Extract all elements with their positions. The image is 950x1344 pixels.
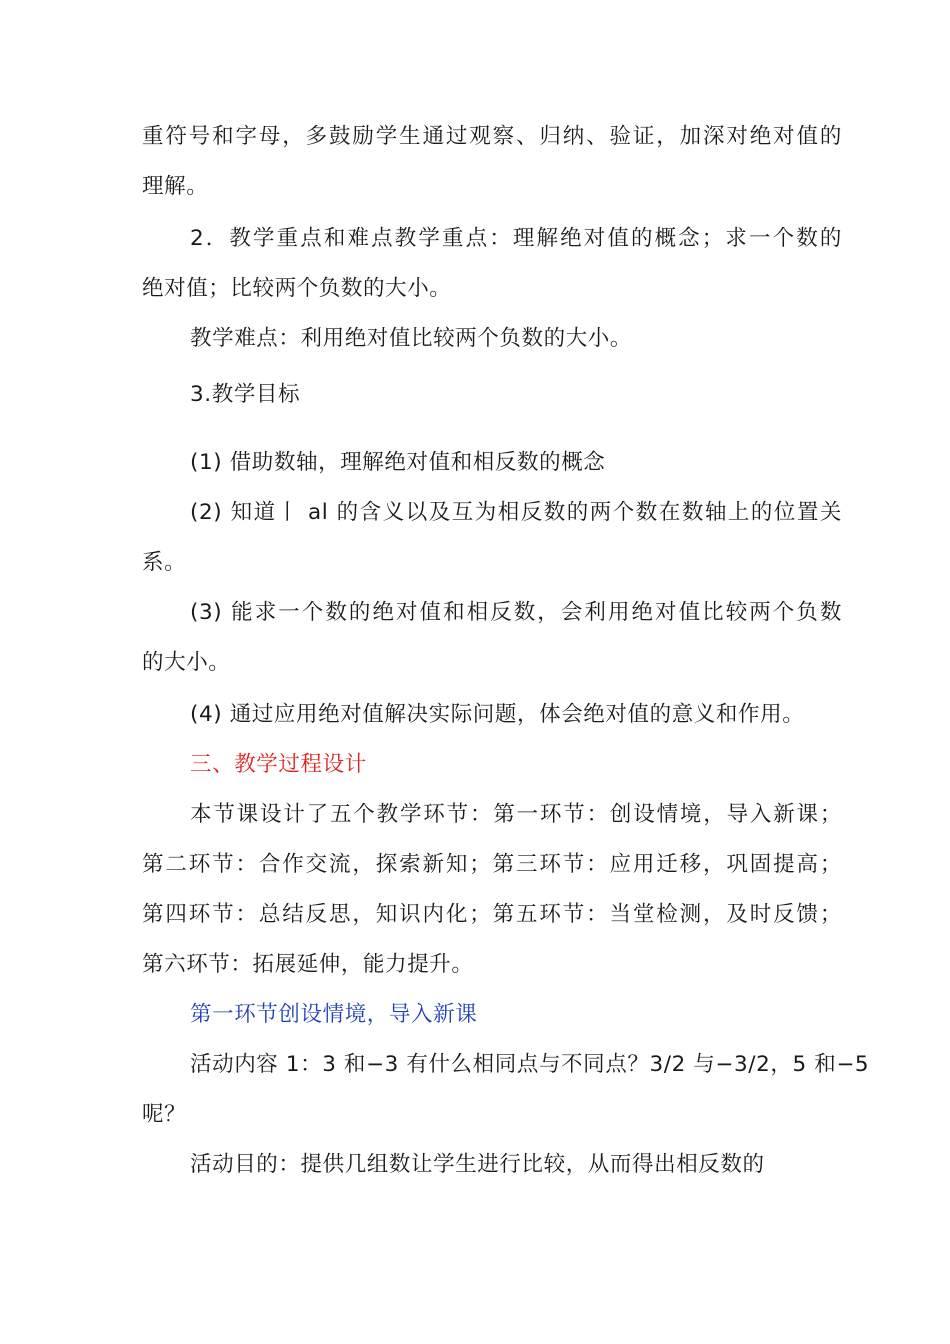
paragraph-line: 第四环节：总结反思，知识内化；第五环节：当堂检测，及时反馈； <box>142 902 842 927</box>
paragraph-line: 系。 <box>142 550 187 575</box>
list-item: (4) 通过应用绝对值解决实际问题，体会绝对值的意义和作用。 <box>190 702 805 727</box>
list-item: (3) 能求一个数的绝对值和相反数，会利用绝对值比较两个负数 <box>190 600 842 625</box>
subsection-heading-blue: 第一环节创设情境，导入新课 <box>190 1002 478 1027</box>
section-heading: 3.教学目标 <box>190 382 301 407</box>
list-item: (2) 知道丨 al 的含义以及互为相反数的两个数在数轴上的位置关 <box>190 500 842 525</box>
paragraph-line: 重符号和字母，多鼓励学生通过观察、归纳、验证，加深对绝对值的 <box>142 124 842 149</box>
paragraph-line: 的大小。 <box>142 650 231 675</box>
paragraph-line: 呢？ <box>142 1102 187 1127</box>
paragraph-line: 第二环节：合作交流，探索新知；第三环节：应用迁移，巩固提高； <box>142 852 842 877</box>
paragraph-line: 本节课设计了五个教学环节：第一环节：创设情境，导入新课； <box>190 802 842 827</box>
paragraph-line: 绝对值；比较两个负数的大小。 <box>142 276 452 301</box>
paragraph-line: 教学难点：利用绝对值比较两个负数的大小。 <box>190 326 633 351</box>
list-item: (1) 借助数轴，理解绝对值和相反数的概念 <box>190 450 606 475</box>
paragraph-line: 活动目的：提供几组数让学生进行比较，从而得出相反数的 <box>190 1152 765 1177</box>
section-heading-red: 三、教学过程设计 <box>190 752 367 777</box>
paragraph-line: 理解。 <box>142 174 209 199</box>
paragraph-line: 2．教学重点和难点教学重点：理解绝对值的概念；求一个数的 <box>190 226 842 251</box>
paragraph-line: 活动内容 1：3 和−3 有什么相同点与不同点？3/2 与−3/2，5 和−5 <box>190 1052 870 1077</box>
paragraph-line: 第六环节：拓展延伸，能力提升。 <box>142 952 474 977</box>
